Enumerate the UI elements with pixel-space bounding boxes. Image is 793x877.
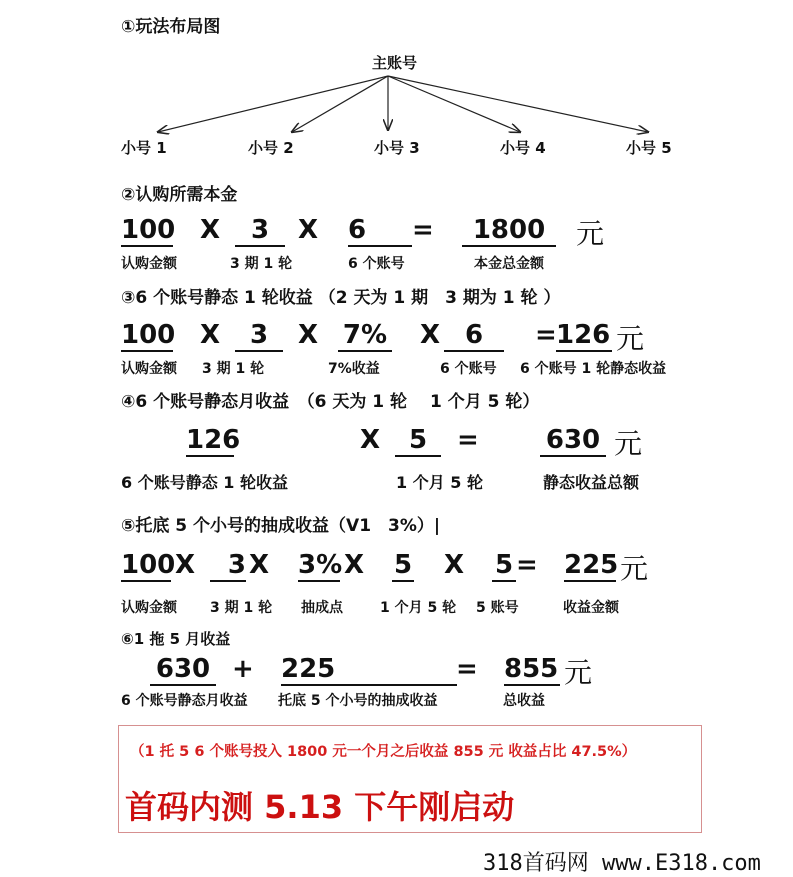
s2-value-accounts: 6 [348, 215, 412, 247]
s6-label-1: 6 个账号静态月收益 [121, 693, 248, 709]
s5-equals: = [516, 550, 538, 580]
s5-value-periods: 3 [210, 550, 246, 582]
s6-value-static: 630 [150, 654, 216, 686]
s6-equals: = [456, 654, 478, 684]
s3-value-periods: 3 [235, 320, 283, 352]
s3-label-5: 6 个账号 1 轮静态收益 [520, 361, 667, 377]
s4-value-round-income: 126 [186, 425, 241, 455]
sub-account-node-3: 小号 3 [374, 139, 420, 157]
arrow-4 [388, 76, 520, 132]
section-6-title: ⑥1 拖 5 月收益 [121, 630, 231, 648]
sub-account-node-4: 小号 4 [500, 139, 546, 157]
arrow-5 [388, 76, 648, 132]
section-2-title: ②认购所需本金 [121, 185, 238, 205]
s5-multiply-2: X [249, 550, 270, 580]
section-4-title: ④6 个账号静态月收益 （6 天为 1 轮 1 个月 5 轮） [121, 392, 540, 412]
s6-value-commission: 225 [281, 654, 457, 686]
s6-label-3: 总收益 [503, 693, 545, 709]
s4-equals: = [457, 425, 479, 455]
s3-value-rate: 7% [338, 320, 392, 352]
s5-multiply-3: X [344, 550, 365, 580]
s4-label-3: 静态收益总额 [543, 473, 640, 492]
arrow-1 [158, 76, 388, 132]
s3-label-1: 认购金额 [121, 361, 177, 377]
section-3-title: ③6 个账号静态 1 轮收益 （2 天为 1 期 3 期为 1 轮 ） [121, 288, 561, 308]
s2-multiply-2: X [298, 215, 319, 245]
s2-multiply-1: X [200, 215, 221, 245]
s6-plus: + [232, 654, 254, 684]
s4-result: 630 [540, 425, 606, 457]
s5-result: 225 [564, 550, 619, 580]
s4-label-2: 1 个月 5 轮 [396, 473, 483, 492]
s4-value-rounds: 5 [395, 425, 441, 457]
s2-unit: 元 [576, 217, 605, 250]
s5-value-rate: 3% [298, 550, 343, 580]
promo-headline: 首码内测 5.13 下午刚启动 [125, 788, 515, 826]
s5-label-4: 1 个月 5 轮 [380, 600, 457, 616]
summary-note: （1 托 5 6 个账号投入 1800 元一个月之后收益 855 元 收益占比 47.5%） [130, 744, 637, 760]
s5-label-5: 5 账号 [476, 600, 519, 616]
s5-unit: 元 [620, 552, 649, 585]
arrow-2 [292, 76, 388, 132]
s3-value-subscription: 100 [121, 320, 176, 350]
sub-account-node-2: 小号 2 [248, 139, 294, 157]
main-account-node: 主账号 [372, 54, 418, 72]
sub-account-node-5: 小号 5 [626, 139, 672, 157]
s2-value-periods: 3 [235, 215, 285, 247]
s2-label-2: 3 期 1 轮 [230, 256, 293, 272]
s5-value-accounts: 5 [492, 550, 516, 582]
s5-label-3: 抽成点 [301, 600, 343, 616]
section-1-title: ①玩法布局图 [121, 17, 221, 37]
s3-label-3: 7%收益 [328, 361, 380, 377]
s2-label-1: 认购金额 [121, 256, 177, 272]
s3-equals: = [535, 320, 557, 350]
s3-multiply-2: X [298, 320, 319, 350]
site-watermark: 318首码网 www.E318.com [483, 851, 761, 876]
s4-label-1: 6 个账号静态 1 轮收益 [121, 473, 288, 492]
sub-account-node-1: 小号 1 [121, 139, 167, 157]
s6-result: 855 [504, 654, 559, 684]
s4-unit: 元 [614, 427, 643, 460]
s6-unit: 元 [564, 656, 593, 689]
s3-label-4: 6 个账号 [440, 361, 497, 377]
s2-value-subscription: 100 [121, 215, 176, 245]
s3-multiply-1: X [200, 320, 221, 350]
s5-multiply-1: X [175, 550, 196, 580]
s2-label-4: 本金总金额 [474, 256, 544, 272]
s3-result: 126 [556, 320, 611, 350]
s4-multiply: X [360, 425, 381, 455]
s5-value-subscription: 100 [121, 550, 176, 580]
s3-unit: 元 [616, 322, 645, 355]
s2-equals: = [412, 215, 434, 245]
s2-result: 1800 [462, 215, 556, 247]
s2-label-3: 6 个账号 [348, 256, 405, 272]
s3-multiply-3: X [420, 320, 441, 350]
s6-label-2: 托底 5 个小号的抽成收益 [278, 693, 438, 709]
s3-label-2: 3 期 1 轮 [202, 361, 265, 377]
s5-label-6: 收益金额 [563, 600, 619, 616]
section-5-title: ⑤托底 5 个小号的抽成收益（V1 3%）| [121, 516, 441, 536]
s5-label-2: 3 期 1 轮 [210, 600, 273, 616]
s5-multiply-4: X [444, 550, 465, 580]
s3-value-accounts: 6 [444, 320, 504, 352]
s5-value-rounds: 5 [393, 550, 413, 580]
s5-label-1: 认购金额 [121, 600, 177, 616]
